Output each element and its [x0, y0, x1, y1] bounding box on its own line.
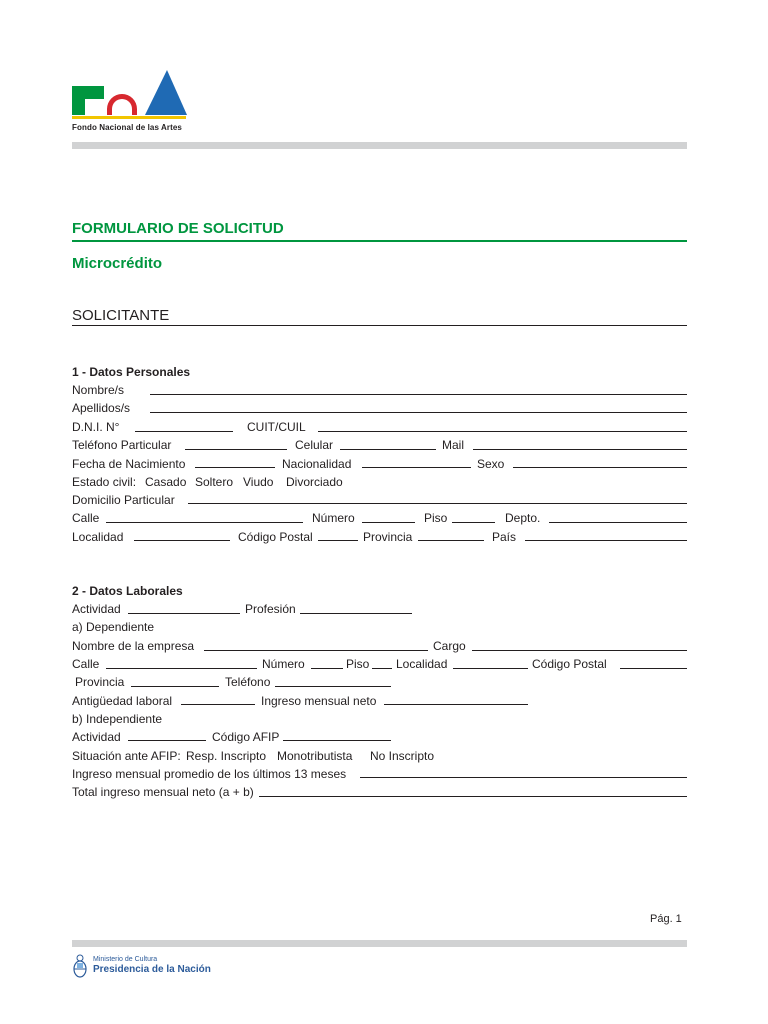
- dni-field[interactable]: [135, 431, 233, 432]
- provincia-field[interactable]: [418, 540, 484, 541]
- logo-green-shape: [72, 86, 104, 115]
- section-rule: [72, 325, 687, 326]
- national-emblem-icon: [72, 954, 88, 978]
- lab-numero-label: Número: [262, 657, 305, 671]
- lab-calle-label: Calle: [72, 657, 100, 671]
- estado-casado-option[interactable]: Casado: [145, 475, 187, 489]
- footer-ministry: Ministerio de Cultura: [93, 956, 158, 963]
- fecha-label: Fecha de Nacimiento: [72, 457, 186, 471]
- laboral-heading: 2 - Datos Laborales: [72, 584, 183, 598]
- pais-label: País: [492, 530, 517, 544]
- situacion-afip-label: Situación ante AFIP:: [72, 749, 181, 763]
- actividad2-field[interactable]: [128, 740, 206, 741]
- codigo-afip-field[interactable]: [283, 740, 391, 741]
- antiguedad-field[interactable]: [181, 704, 255, 705]
- dni-label: D.N.I. N°: [72, 420, 120, 434]
- depto-field[interactable]: [549, 522, 687, 523]
- fecha-field[interactable]: [195, 467, 275, 468]
- lab-telefono-field[interactable]: [275, 686, 391, 687]
- cuit-label: CUIT/CUIL: [247, 420, 306, 434]
- independiente-label: b) Independiente: [72, 712, 163, 726]
- codigo-afip-label: Código AFIP: [212, 730, 280, 744]
- piso-field[interactable]: [452, 522, 495, 523]
- mail-field[interactable]: [473, 449, 687, 450]
- afip-monotributista-option[interactable]: Monotributista: [277, 749, 353, 763]
- estado-viudo-option[interactable]: Viudo: [243, 475, 274, 489]
- logo-blue-triangle: [145, 70, 187, 115]
- lab-piso-field[interactable]: [372, 668, 392, 669]
- lab-localidad-label: Localidad: [396, 657, 448, 671]
- footer-presidency: Presidencia de la Nación: [93, 964, 211, 975]
- org-name: Fondo Nacional de las Artes: [72, 123, 182, 132]
- antiguedad-label: Antigüedad laboral: [72, 694, 173, 708]
- codigo-postal-label: Código Postal: [238, 530, 313, 544]
- nacionalidad-label: Nacionalidad: [282, 457, 352, 471]
- lab-numero-field[interactable]: [311, 668, 343, 669]
- ingreso-neto-field[interactable]: [384, 704, 528, 705]
- domicilio-label: Domicilio Particular: [72, 493, 175, 507]
- empresa-label: Nombre de la empresa: [72, 639, 195, 653]
- provincia-label: Provincia: [363, 530, 413, 544]
- calle-label: Calle: [72, 511, 100, 525]
- empresa-field[interactable]: [204, 650, 428, 651]
- lab-localidad-field[interactable]: [453, 668, 528, 669]
- afip-resp-inscripto-option[interactable]: Resp. Inscripto: [186, 749, 267, 763]
- estado-soltero-option[interactable]: Soltero: [195, 475, 234, 489]
- piso-label: Piso: [424, 511, 448, 525]
- ingreso-promedio-field[interactable]: [360, 777, 687, 778]
- form-title: FORMULARIO DE SOLICITUD: [72, 220, 284, 237]
- localidad-field[interactable]: [134, 540, 230, 541]
- lab-codigo-postal-label: Código Postal: [532, 657, 607, 671]
- domicilio-field[interactable]: [188, 503, 687, 504]
- calle-field[interactable]: [106, 522, 303, 523]
- nacionalidad-field[interactable]: [362, 467, 471, 468]
- apellidos-field[interactable]: [150, 412, 687, 413]
- section-title: SOLICITANTE: [72, 307, 170, 324]
- pais-field[interactable]: [525, 540, 687, 541]
- lab-codigo-postal-field[interactable]: [620, 668, 687, 669]
- total-ingreso-label: Total ingreso mensual neto (a + b): [72, 785, 254, 799]
- apellidos-label: Apellidos/s: [72, 401, 131, 415]
- profesion-field[interactable]: [300, 613, 412, 614]
- lab-provincia-field[interactable]: [131, 686, 219, 687]
- ingreso-promedio-label: Ingreso mensual promedio de los últimos 13 meses: [72, 767, 347, 781]
- nombres-field[interactable]: [150, 394, 687, 395]
- ingreso-neto-label: Ingreso mensual neto: [261, 694, 377, 708]
- estado-divorciado-option[interactable]: Divorciado: [286, 475, 343, 489]
- total-ingreso-field[interactable]: [259, 796, 687, 797]
- lab-telefono-label: Teléfono: [225, 675, 271, 689]
- celular-field[interactable]: [340, 449, 436, 450]
- lab-piso-label: Piso: [346, 657, 370, 671]
- sexo-label: Sexo: [477, 457, 505, 471]
- logo-yellow-bar: [72, 116, 186, 119]
- nombres-label: Nombre/s: [72, 383, 125, 397]
- personal-heading: 1 - Datos Personales: [72, 365, 191, 379]
- celular-label: Celular: [295, 438, 334, 452]
- actividad2-label: Actividad: [72, 730, 121, 744]
- footer-rule: [72, 940, 687, 947]
- telefono-label: Teléfono Particular: [72, 438, 172, 452]
- estado-civil-label: Estado civil:: [72, 475, 137, 489]
- numero-label: Número: [312, 511, 355, 525]
- sexo-field[interactable]: [513, 467, 687, 468]
- dependiente-label: a) Dependiente: [72, 620, 155, 634]
- cargo-label: Cargo: [433, 639, 466, 653]
- form-subtitle: Microcrédito: [72, 255, 163, 272]
- mail-label: Mail: [442, 438, 465, 452]
- header-rule: [72, 142, 687, 149]
- lab-provincia-label: Provincia: [75, 675, 125, 689]
- page-number: Pág. 1: [650, 913, 682, 925]
- logo-red-arch: [107, 94, 137, 115]
- cuit-field[interactable]: [318, 431, 687, 432]
- profesion-label: Profesión: [245, 602, 296, 616]
- lab-calle-field[interactable]: [106, 668, 257, 669]
- localidad-label: Localidad: [72, 530, 124, 544]
- cargo-field[interactable]: [472, 650, 687, 651]
- title-rule: [72, 240, 687, 242]
- telefono-field[interactable]: [185, 449, 287, 450]
- depto-label: Depto.: [505, 511, 541, 525]
- actividad-label: Actividad: [72, 602, 121, 616]
- numero-field[interactable]: [362, 522, 415, 523]
- actividad-field[interactable]: [128, 613, 240, 614]
- afip-no-inscripto-option[interactable]: No Inscripto: [370, 749, 435, 763]
- codigo-postal-field[interactable]: [318, 540, 358, 541]
